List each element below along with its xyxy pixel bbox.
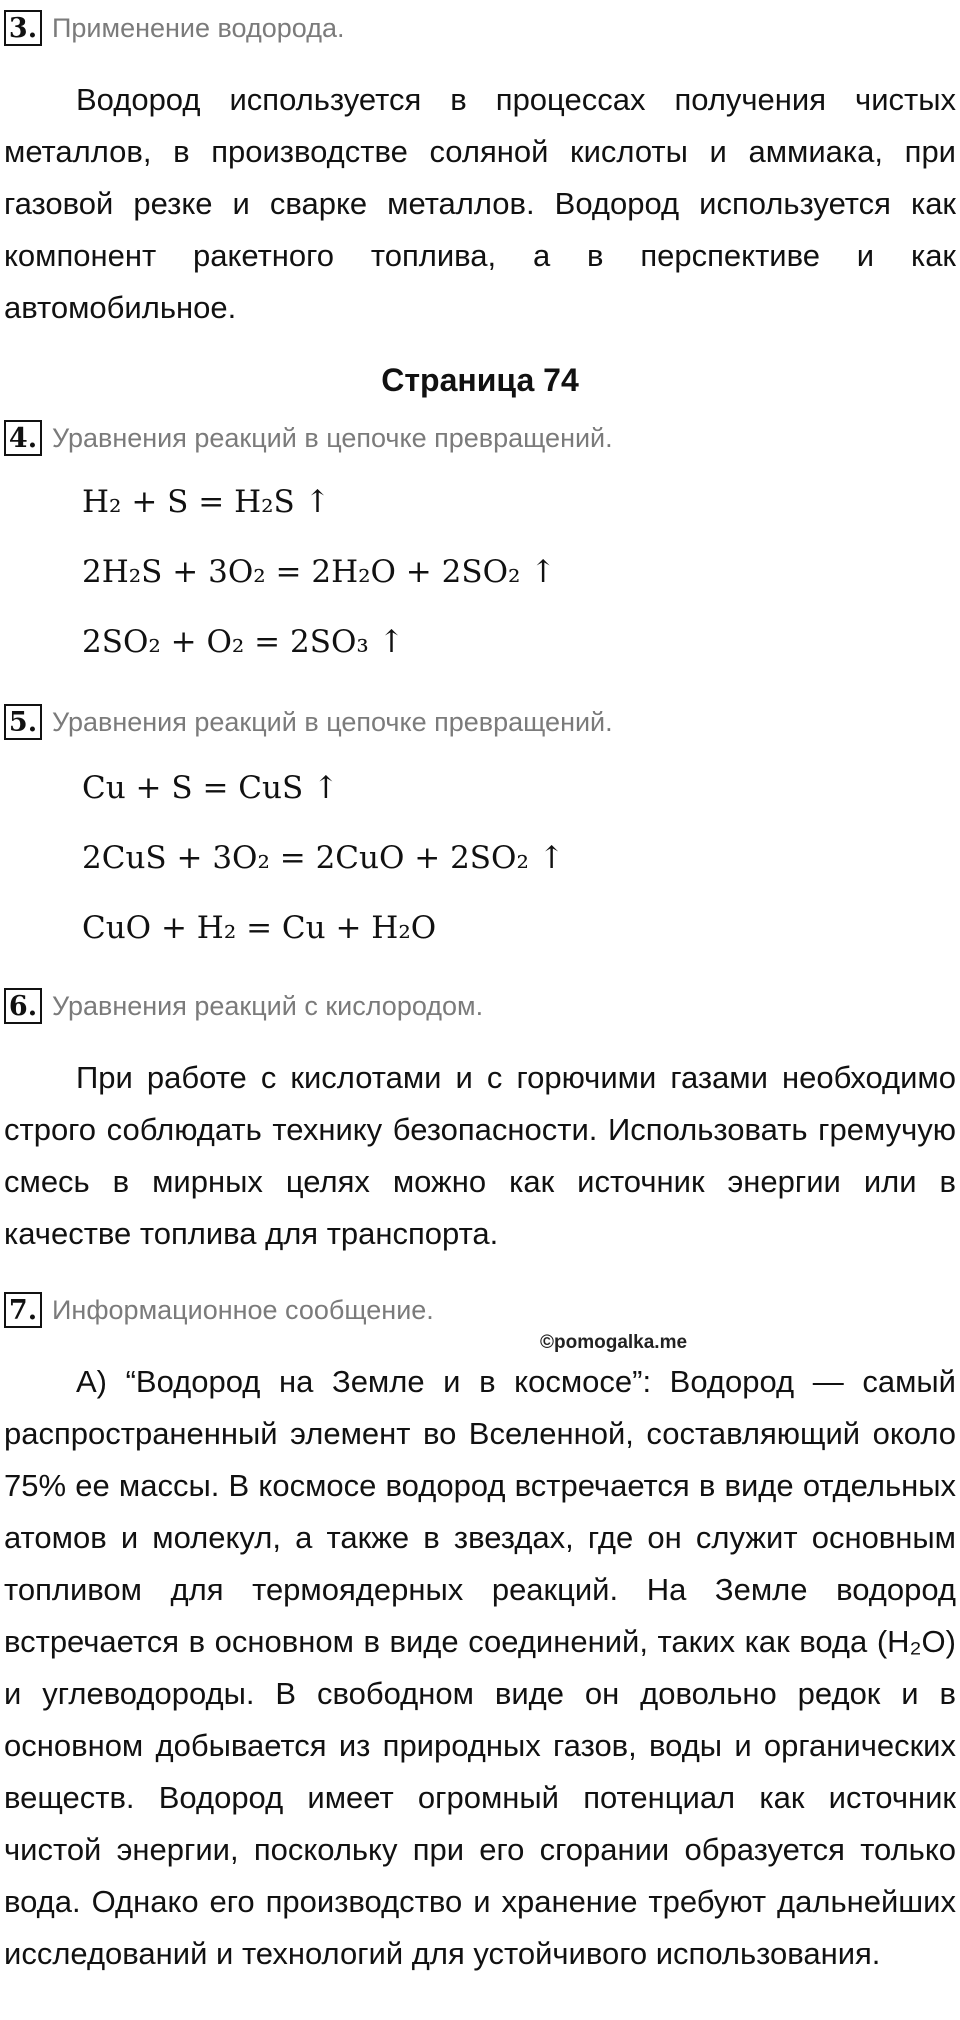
task-3-answer: Водород используется в процессах получения чистых металлов, в производстве соляной кислоты и аммиака, при газовой резке и сварке металлов. Водород используется как компонент ракетного топлива, а в перспективе и как автомобильное. <box>4 82 956 325</box>
task-7-answer: А) “Водород на Земле и в космосе”: Водород — самый распространенный элемент во Вселенной, составляющий около 75% ее массы. В космосе водород встречается в виде отдельных атомов и молекул, а также в звездах, где он служит основным топливом для термоядерных реакций. На Земле водород встречается в основном в виде соединений, таких как вода (H₂O) и углеводороды. В свободном виде он довольно редок и в основном добывается из природных газов, воды и органических веществ. Водород имеет огромный потенциал как источник чистой энергии, поскольку при его сгорании образуется только вода. Однако его производство и хранение требуют дальнейших исследований и технологий для устойчивого использования. <box>4 1364 956 1971</box>
task-title: Уравнения реакций в цепочке превращений. <box>52 706 613 737</box>
task-number-box: 6. <box>4 988 42 1024</box>
task-number-box: 7. <box>4 1292 42 1328</box>
task-title: Применение водорода. <box>52 12 345 43</box>
task-number-box: 5. <box>4 704 42 740</box>
site-watermark: ©pomogalka.me <box>540 1332 688 1353</box>
task-number-box: 3. <box>4 10 42 46</box>
task-5-header <box>4 702 613 742</box>
task-4-header <box>4 418 613 458</box>
task-7-header <box>4 1290 434 1330</box>
page-heading: Страница 74 <box>381 362 579 398</box>
task-title: Уравнения реакций с кислородом. <box>52 990 484 1021</box>
task-title: Информационное сообщение. <box>52 1294 434 1325</box>
equation-5: 2CuS + 3O₂ = 2CuO + 2SO₂ ↑ <box>82 840 565 876</box>
equation-4: Cu + S = CuS ↑ <box>82 770 340 806</box>
equation-6: CuO + H₂ = Cu + H₂O <box>82 910 437 946</box>
task-3-header <box>4 8 344 48</box>
task-number-box: 4. <box>4 420 42 456</box>
equation-3: 2SO₂ + O₂ = 2SO₃ ↑ <box>82 624 405 660</box>
task-6-header <box>4 986 483 1026</box>
equation-2: 2H₂S + 3O₂ = 2H₂O + 2SO₂ ↑ <box>82 554 557 590</box>
equation-1: H₂ + S = H₂S ↑ <box>82 484 331 520</box>
task-6-answer: При работе с кислотами и с горючими газами необходимо строго соблюдать технику безопасности. Использовать гремучую смесь в мирных целях можно как источник энергии или в качестве топлива для транспорта. <box>4 1060 956 1251</box>
task-title: Уравнения реакций в цепочке превращений. <box>52 422 613 453</box>
